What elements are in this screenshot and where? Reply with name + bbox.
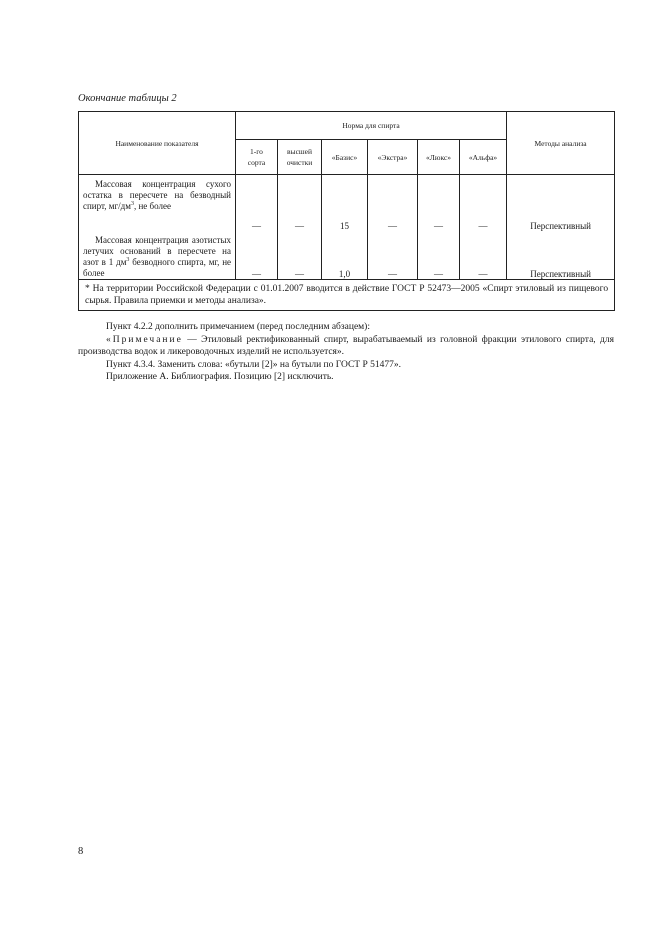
row-name: Массовая концентрация сухого остатка в пересчете на безводный спирт, $мг/дм^3$, не более bbox=[79, 175, 236, 231]
row-method: Перспективный bbox=[507, 175, 615, 231]
row-value: — bbox=[368, 231, 418, 280]
indicators-table bbox=[78, 111, 615, 311]
row-value: — bbox=[236, 231, 278, 280]
paragraph: «Примечание — Этиловый ректификованный спирт, вырабатываемый из головной фракции этилового спирта, для производства водок и ликероводочных изделий не используется». bbox=[78, 334, 614, 357]
table-footnote: * На территории Российской Федерации с 01.01.2007 вводится в действие ГОСТ Р 52473—2005 «Спирт этиловый из пищевого сырья. Правила приемки и методы анализа». bbox=[79, 279, 615, 310]
header-name: Наименование показателя bbox=[79, 112, 236, 175]
paragraph: Пункт 4.2.2 дополнить примечанием (перед последним абзацем): bbox=[106, 322, 370, 332]
row-value: — bbox=[460, 175, 507, 231]
row-value: 1,0 bbox=[322, 231, 368, 280]
amendment-text bbox=[78, 321, 614, 384]
header-norm-col: 1-го сорта bbox=[236, 140, 278, 175]
header-norm-col: высшей очистки bbox=[278, 140, 322, 175]
row-value: — bbox=[236, 175, 278, 231]
row-value: — bbox=[368, 175, 418, 231]
row-value: — bbox=[460, 231, 507, 280]
header-norm-col: «Базис» bbox=[322, 140, 368, 175]
paragraph: Приложение А. Библиография. Позицию [2] исключить. bbox=[106, 372, 334, 382]
row-value: — bbox=[418, 175, 460, 231]
table-row bbox=[79, 175, 615, 231]
row-method: Перспективный bbox=[507, 231, 615, 280]
header-norm-col: «Экстра» bbox=[368, 140, 418, 175]
table-row bbox=[79, 231, 615, 280]
row-value: — bbox=[418, 231, 460, 280]
row-name: Массовая концентрация азотистых летучих оснований в пересчете на азот в 1 $дм^3$ безводного спирта, мг, не более bbox=[79, 231, 236, 280]
paragraph: Пункт 4.3.4. Заменить слова: «бутыли [2]» на бутыли по ГОСТ Р 51477». bbox=[106, 359, 402, 370]
row-value: — bbox=[278, 175, 322, 231]
header-methods: Методы анализа bbox=[507, 112, 615, 175]
table-caption: Окончание таблицы 2 bbox=[78, 93, 177, 104]
header-norm-group: Норма для спирта bbox=[236, 112, 507, 140]
header-norm-col: «Люкс» bbox=[418, 140, 460, 175]
page-number: 8 bbox=[78, 846, 84, 857]
header-norm-col: «Альфа» bbox=[460, 140, 507, 175]
table-footnote-row bbox=[79, 279, 615, 310]
note-label: «Примечание bbox=[106, 334, 183, 345]
row-value: — bbox=[278, 231, 322, 280]
row-value: 15 bbox=[322, 175, 368, 231]
